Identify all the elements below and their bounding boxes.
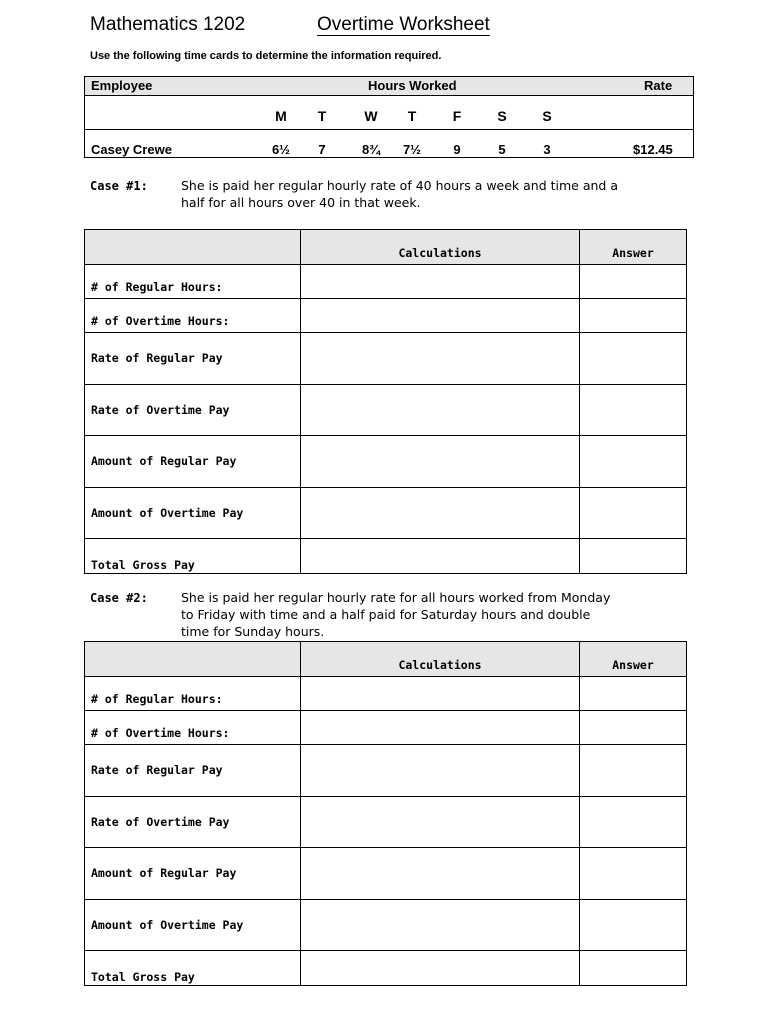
answer-cell[interactable] [580,797,687,848]
header-blank-cell [85,230,301,265]
day-thursday: T [407,108,417,124]
case-1-table [84,229,687,574]
answer-cell[interactable] [580,265,687,299]
day-tuesday: T [317,108,327,124]
table-row [85,265,687,299]
table-row [85,299,687,333]
answer-header: Answer [580,230,687,265]
time-card-header [85,77,693,96]
day-wednesday: W [364,108,378,124]
case-1-line-1: She is paid her regular hourly rate of 40 hours a week and time and a [181,178,618,193]
answer-cell[interactable] [580,333,687,385]
answer-cell[interactable] [580,677,687,711]
case-1-description [181,177,681,211]
table-row [85,745,687,797]
calculation-cell[interactable] [301,951,580,986]
employee-column-header: Employee [91,78,153,93]
row-label-overtime-hours: # of Overtime Hours: [85,299,301,333]
calculation-cell[interactable] [301,745,580,797]
row-label-overtime-amount: Amount of Overtime Pay [85,488,301,539]
instructions: Use the following time cards to determine the information required. [90,50,442,62]
row-label-regular-amount: Amount of Regular Pay [85,848,301,900]
row-label-regular-rate: Rate of Regular Pay [85,745,301,797]
case-2-table [84,641,687,986]
calculation-cell[interactable] [301,436,580,488]
row-label-overtime-hours: # of Overtime Hours: [85,711,301,745]
table-header-row [85,230,687,265]
day-monday: M [275,108,287,124]
answer-cell[interactable] [580,436,687,488]
row-label-overtime-amount: Amount of Overtime Pay [85,900,301,951]
calculation-cell[interactable] [301,333,580,385]
case-2-label: Case #2: [90,591,148,605]
case-1-label: Case #1: [90,179,148,193]
calculation-cell[interactable] [301,848,580,900]
answer-cell[interactable] [580,900,687,951]
calculation-cell[interactable] [301,677,580,711]
answer-cell[interactable] [580,488,687,539]
row-label-total-gross: Total Gross Pay [85,951,301,986]
calculations-header: Calculations [301,230,580,265]
hours-monday: 6½ [271,142,291,157]
calculation-cell[interactable] [301,265,580,299]
table-header-row [85,642,687,677]
row-label-regular-rate: Rate of Regular Pay [85,333,301,385]
hours-tuesday: 7 [318,142,326,157]
row-label-regular-amount: Amount of Regular Pay [85,436,301,488]
answer-cell[interactable] [580,951,687,986]
row-label-overtime-rate: Rate of Overtime Pay [85,797,301,848]
employee-name: Casey Crewe [91,142,172,157]
answer-cell[interactable] [580,539,687,574]
case-2-line-2: to Friday with time and a half paid for Saturday hours and double [181,607,591,622]
time-card-divider [85,129,693,130]
answer-cell[interactable] [580,711,687,745]
time-card [84,76,694,158]
course-title: Mathematics 1202 [90,14,246,35]
calculations-header: Calculations [301,642,580,677]
case-1-line-2: half for all hours over 40 in that week. [181,195,421,210]
table-row [85,711,687,745]
rate-column-header: Rate [644,78,673,93]
worksheet-title: Overtime Worksheet [317,14,490,35]
answer-cell[interactable] [580,299,687,333]
table-row [85,488,687,539]
hourly-rate: $12.45 [633,142,673,157]
hours-thursday: 7½ [402,142,422,157]
hours-wednesday: 8¾ [361,142,381,157]
case-2-line-3: time for Sunday hours. [181,624,325,639]
case-2-description [181,589,681,640]
calculation-cell[interactable] [301,385,580,436]
table-row [85,333,687,385]
case-2-line-1: She is paid her regular hourly rate for all hours worked from Monday [181,590,611,605]
hours-friday: 9 [453,142,461,157]
table-row [85,900,687,951]
hours-saturday: 5 [498,142,506,157]
table-row [85,436,687,488]
page-title [90,14,490,36]
table-row [85,385,687,436]
calculation-cell[interactable] [301,299,580,333]
table-row [85,539,687,574]
table-row [85,951,687,986]
calculation-cell[interactable] [301,900,580,951]
calculation-cell[interactable] [301,711,580,745]
day-friday: F [452,108,462,124]
answer-cell[interactable] [580,385,687,436]
day-saturday: S [497,108,507,124]
hours-column-header: Hours Worked [368,78,457,93]
calculation-cell[interactable] [301,797,580,848]
calculation-cell[interactable] [301,488,580,539]
table-row [85,797,687,848]
row-label-regular-hours: # of Regular Hours: [85,265,301,299]
header-blank-cell [85,642,301,677]
answer-cell[interactable] [580,848,687,900]
row-label-overtime-rate: Rate of Overtime Pay [85,385,301,436]
calculation-cell[interactable] [301,539,580,574]
answer-cell[interactable] [580,745,687,797]
table-row [85,848,687,900]
hours-sunday: 3 [543,142,551,157]
row-label-total-gross: Total Gross Pay [85,539,301,574]
table-row [85,677,687,711]
answer-header: Answer [580,642,687,677]
day-sunday: S [542,108,552,124]
row-label-regular-hours: # of Regular Hours: [85,677,301,711]
